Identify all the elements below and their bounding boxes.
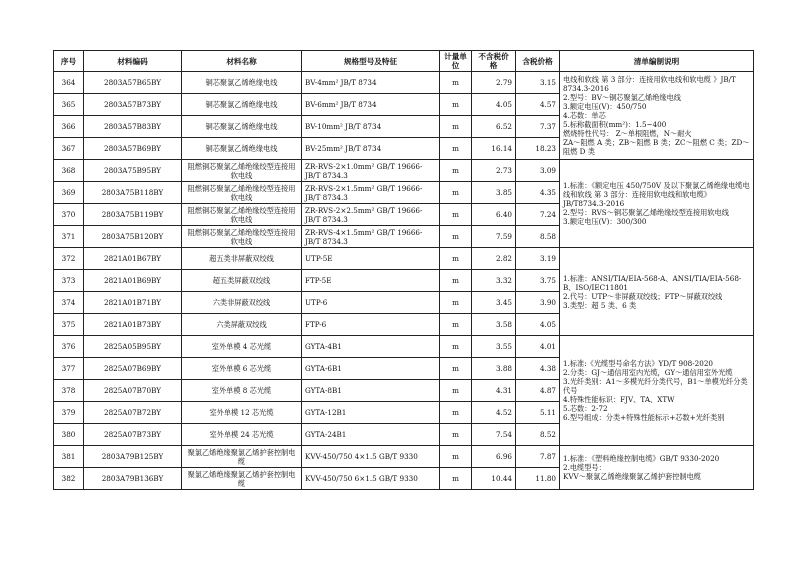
table-row [54,160,754,182]
note-line: 2.电缆型号： [563,463,606,472]
spec-text: GYTA-4B1 [302,336,440,358]
unit: m [440,72,472,94]
note-line: 3.额定电压(V)：450/750 [563,102,647,111]
material-name: 阻燃铜芯聚氯乙烯绝缘绞型连接用软电线 [182,204,302,226]
row-number: 368 [54,160,84,182]
price-incl-tax: 5.11 [516,402,560,424]
material-code: 2821A01B73BY [84,314,182,336]
price-excl-tax: 6.96 [472,446,516,468]
material-code: 2825A07B72BY [84,402,182,424]
header-notes: 清单编制说明 [560,51,754,72]
price-incl-tax: 4.38 [516,358,560,380]
header-name: 材料名称 [182,51,302,72]
material-name: 聚氯乙烯绝缘聚氯乙烯护套控制电缆 [182,468,302,490]
note-line: 5.芯数：2-72 [563,404,608,413]
spec-text: ZR-RVS-4×1.5mm² GB/T 19666-JB/T 8734.3 [302,226,440,248]
price-excl-tax: 2.73 [472,160,516,182]
material-code: 2803A79B125BY [84,446,182,468]
price-incl-tax: 3.19 [516,248,560,270]
note-line: 2.代号：UTP～非屏蔽双绞线；FTP～屏蔽双绞线 [563,291,723,301]
spec-text: BV-6mm² JB/T 8734 [302,94,440,116]
price-incl-tax: 3.15 [516,72,560,94]
material-name: 六类屏蔽双绞线 [182,314,302,336]
note-line: 1.标准：《额定电压 450/750V 及以下聚氯乙烯绝缘电缆电线和软线 第 3 部分：连接用软电线和软电缆》JB/T8734.3-2016 [563,181,750,208]
row-number: 375 [54,314,84,336]
note-line: 2.分类：GJ～通信用室内光缆，GY～通信用室外光缆 [563,368,733,377]
note-line: KVV～聚氯乙烯绝缘聚氯乙烯护套控制电缆 [563,472,701,481]
material-name: 铜芯聚氯乙烯绝缘电线 [182,94,302,116]
note-line: 1.标准：ANSI/TIA/EIA-568-A、ANSI/TIA/EIA-568-B、ISO/IEC11801 [563,273,742,292]
note-cell [560,72,754,160]
material-name: 超五类屏蔽双绞线 [182,270,302,292]
unit: m [440,226,472,248]
row-number: 365 [54,94,84,116]
header-price-in: 含税价格 [516,51,560,72]
price-excl-tax: 16.14 [472,138,516,160]
row-number: 380 [54,424,84,446]
price-incl-tax: 8.52 [516,424,560,446]
material-code: 2803A57B65BY [84,72,182,94]
row-number: 371 [54,226,84,248]
price-excl-tax: 7.59 [472,226,516,248]
row-number: 373 [54,270,84,292]
price-excl-tax: 3.45 [472,292,516,314]
material-name: 铜芯聚氯乙烯绝缘电线 [182,138,302,160]
note-cell [560,248,754,336]
unit: m [440,468,472,490]
row-number: 369 [54,182,84,204]
unit: m [440,358,472,380]
spec-text: BV-25mm² JB/T 8734 [302,138,440,160]
table-body [54,72,754,490]
material-code: 2803A75B95BY [84,160,182,182]
unit: m [440,94,472,116]
material-code: 2803A57B83BY [84,116,182,138]
unit: m [440,138,472,160]
unit: m [440,424,472,446]
note-line: 3.额定电压(V)：300/300 [563,217,647,226]
spec-text: ZR-RVS-2×1.5mm² GB/T 19666-JB/T 8734.3 [302,182,440,204]
material-name: 阻燃铜芯聚氯乙烯绝缘绞型连接用软电线 [182,160,302,182]
row-number: 382 [54,468,84,490]
spec-text: BV-4mm² JB/T 8734 [302,72,440,94]
material-name: 铜芯聚氯乙烯绝缘电线 [182,72,302,94]
table-row [54,336,754,358]
unit: m [440,204,472,226]
header-unit: 计量单位 [440,51,472,72]
note-cell [560,336,754,446]
spec-text: GYTA-8B1 [302,380,440,402]
table-row [54,72,754,94]
price-excl-tax: 6.40 [472,204,516,226]
spec-text: ZR-RVS-2×2.5mm² GB/T 19666-JB/T 8734.3 [302,204,440,226]
material-code: 2803A75B119BY [84,204,182,226]
price-excl-tax: 3.88 [472,358,516,380]
note-line: ZA～阻燃 A 类；ZB～阻燃 B 类；ZC～阻燃 C 类；ZD～阻燃 D 类 [563,138,750,156]
material-name: 阻燃铜芯聚氯乙烯绝缘绞型连接用软电线 [182,226,302,248]
row-number: 377 [54,358,84,380]
note-line: 1.标准：《塑料绝缘控制电缆》GB/T 9330-2020 [563,454,720,463]
material-code: 2825A05B95BY [84,336,182,358]
unit: m [440,314,472,336]
unit: m [440,160,472,182]
price-incl-tax: 7.87 [516,446,560,468]
price-excl-tax: 4.52 [472,402,516,424]
price-incl-tax: 7.24 [516,204,560,226]
material-name: 六类非屏蔽双绞线 [182,292,302,314]
table-row [54,446,754,468]
row-number: 367 [54,138,84,160]
price-incl-tax: 4.87 [516,380,560,402]
price-incl-tax: 3.75 [516,270,560,292]
material-code: 2821A01B67BY [84,248,182,270]
row-number: 376 [54,336,84,358]
row-number: 372 [54,248,84,270]
spec-text: FTP-6 [302,314,440,336]
price-incl-tax: 11.80 [516,468,560,490]
material-name: 铜芯聚氯乙烯绝缘电线 [182,116,302,138]
price-excl-tax: 2.82 [472,248,516,270]
row-number: 379 [54,402,84,424]
unit: m [440,402,472,424]
header-row [54,51,754,72]
unit: m [440,182,472,204]
price-incl-tax: 7.37 [516,116,560,138]
note-line: 5.标称截面积(mm²)：1.5~400 [563,120,667,129]
header-code: 材料编码 [84,51,182,72]
material-name: 聚氯乙烯绝缘聚氯乙烯护套控制电缆 [182,446,302,468]
material-name: 室外单模 4 芯光缆 [182,336,302,358]
row-number: 381 [54,446,84,468]
material-code: 2825A07B70BY [84,380,182,402]
material-code: 2803A79B136BY [84,468,182,490]
row-number: 378 [54,380,84,402]
note-line: 2.型号：RVS～铜芯聚氯乙烯绝缘绞型连接用软电线 [563,208,729,217]
price-excl-tax: 3.85 [472,182,516,204]
row-number: 370 [54,204,84,226]
price-incl-tax: 8.58 [516,226,560,248]
unit: m [440,248,472,270]
note-cell [560,160,754,248]
unit: m [440,116,472,138]
spec-text: ZR-RVS-2×1.0mm² GB/T 19666-JB/T 8734.3 [302,160,440,182]
unit: m [440,292,472,314]
price-incl-tax: 18.23 [516,138,560,160]
spec-text: GYTA-12B1 [302,402,440,424]
note-line: 1.标准:《光缆型号命名方法》YD/T 908-2020 [563,359,713,368]
price-incl-tax: 4.01 [516,336,560,358]
unit: m [440,446,472,468]
spec-text: UTP-5E [302,248,440,270]
note-line: 电线和软线 第 3 部分：连接用软电线和软电缆 》JB/T 8734.3-2016 [563,75,736,93]
price-excl-tax: 6.52 [472,116,516,138]
price-incl-tax: 4.57 [516,94,560,116]
header-spec: 规格型号及特征 [302,51,440,72]
price-excl-tax: 4.31 [472,380,516,402]
material-name: 室外单模 6 芯光缆 [182,358,302,380]
material-name: 室外单模 8 芯光缆 [182,380,302,402]
price-excl-tax: 4.05 [472,94,516,116]
spec-text: GYTA-6B1 [302,358,440,380]
material-code: 2803A75B118BY [84,182,182,204]
material-code: 2825A07B73BY [84,424,182,446]
header-no: 序号 [54,51,84,72]
note-line: 4.特殊性能标识：FJV、TA、XTW [563,395,675,404]
material-code: 2821A01B71BY [84,292,182,314]
price-excl-tax: 3.55 [472,336,516,358]
price-excl-tax: 7.54 [472,424,516,446]
unit: m [440,380,472,402]
material-name: 超五类非屏蔽双绞线 [182,248,302,270]
price-incl-tax: 3.90 [516,292,560,314]
spec-text: GYTA-24B1 [302,424,440,446]
unit: m [440,336,472,358]
material-code: 2803A57B73BY [84,94,182,116]
price-excl-tax: 2.79 [472,72,516,94]
price-incl-tax: 3.09 [516,160,560,182]
material-code: 2821A01B69BY [84,270,182,292]
note-cell [560,446,754,490]
price-excl-tax: 10.44 [472,468,516,490]
row-number: 366 [54,116,84,138]
material-code: 2803A75B120BY [84,226,182,248]
header-price-ex: 不含税价格 [472,51,516,72]
material-code: 2803A57B69BY [84,138,182,160]
price-incl-tax: 4.35 [516,182,560,204]
spec-text: FTP-5E [302,270,440,292]
price-excl-tax: 3.58 [472,314,516,336]
note-line: 4.芯数：单芯 [563,111,606,120]
spec-text: KVV-450/750 6×1.5 GB/T 9330 [302,468,440,490]
unit: m [440,270,472,292]
note-line: 3.类型：超 5 类、6 类 [563,300,637,310]
price-incl-tax: 4.05 [516,314,560,336]
price-excl-tax: 3.32 [472,270,516,292]
table-row [54,248,754,270]
note-line: 6.型号组成：分类+特殊性能标示+芯数+光纤类别 [563,413,725,422]
note-line: 3.光纤类别：A1～多模光纤分类代号，B1～单模光纤分类代号 [563,377,748,395]
material-name: 阻燃铜芯聚氯乙烯绝缘绞型连接用软电线 [182,182,302,204]
material-name: 室外单模 12 芯光缆 [182,402,302,424]
spec-text: KVV-450/750 4×1.5 GB/T 9330 [302,446,440,468]
material-name: 室外单模 24 芯光缆 [182,424,302,446]
material-code: 2825A07B69BY [84,358,182,380]
spec-text: UTP-6 [302,292,440,314]
note-line: 2.型号：BV～铜芯聚氯乙烯绝缘电线 [563,93,681,102]
spec-text: BV-10mm² JB/T 8734 [302,116,440,138]
price-list-table [53,50,754,490]
note-line: 燃烧特性代号： Z～单根阻燃，N～耐火 [563,129,692,138]
row-number: 364 [54,72,84,94]
row-number: 374 [54,292,84,314]
